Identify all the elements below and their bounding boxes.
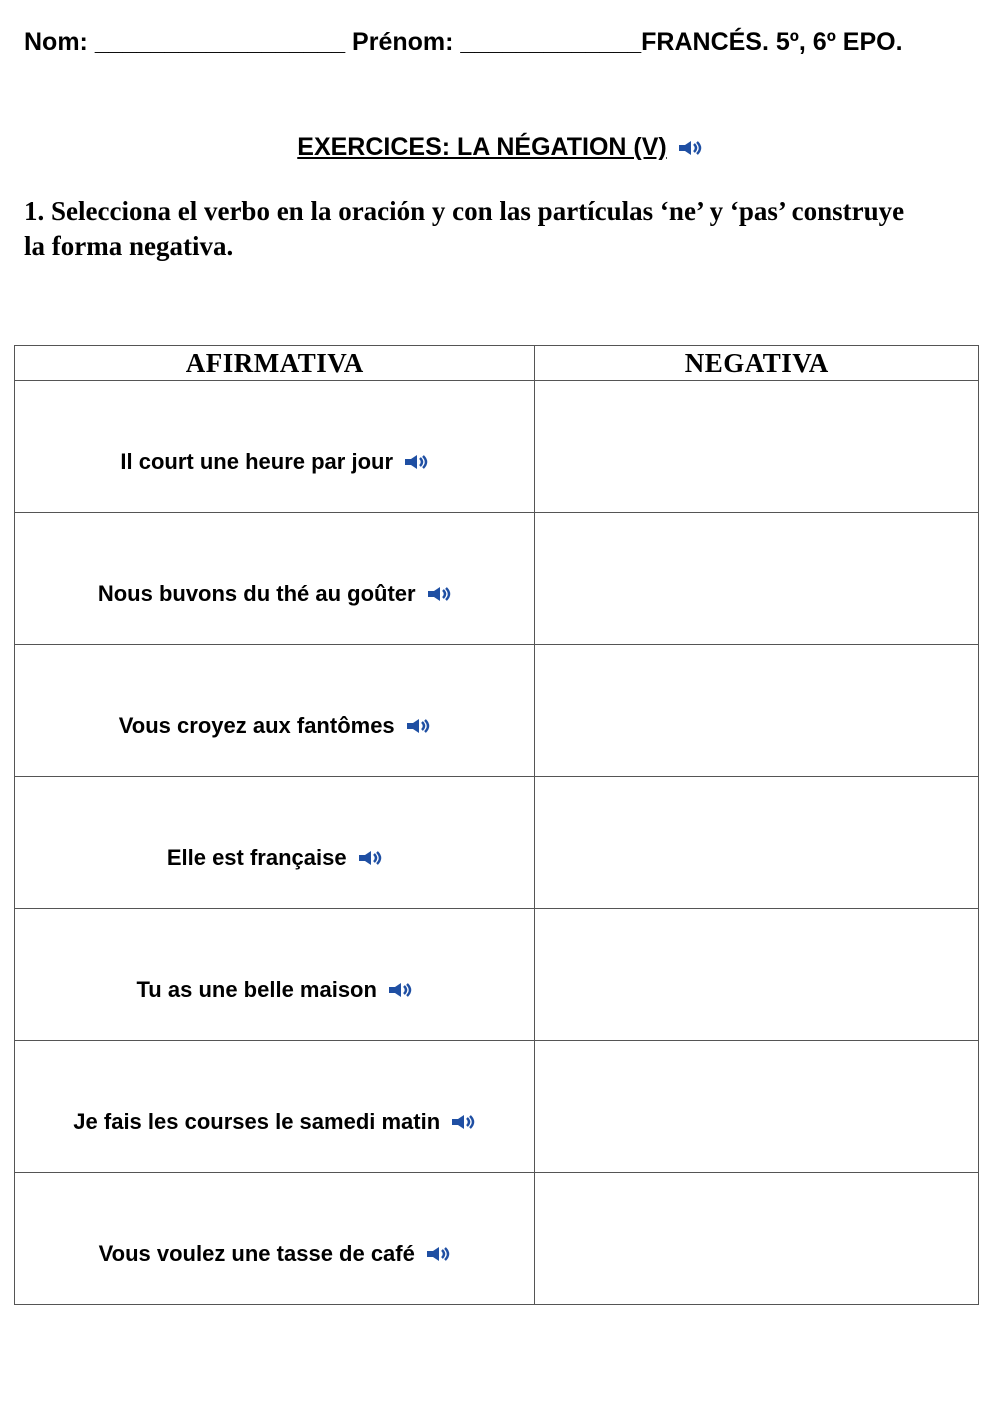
negative-answer-cell[interactable] (535, 513, 979, 645)
speaker-icon[interactable] (450, 1110, 476, 1136)
speaker-icon[interactable] (426, 582, 452, 608)
speaker-icon[interactable] (405, 714, 431, 740)
column-header-negative: NEGATIVA (535, 346, 979, 381)
speaker-icon[interactable] (403, 450, 429, 476)
affirmative-cell (15, 909, 535, 1041)
negative-answer-cell[interactable] (535, 381, 979, 513)
table-row (15, 909, 979, 1041)
table-row (15, 1173, 979, 1305)
instruction-text: 1. Selecciona el verbo en la oración y con las partículas ‘ne’ y ‘pas’ construye la forma negativa. (24, 196, 905, 261)
column-header-affirmative: AFIRMATIVA (15, 346, 535, 381)
negative-answer-cell[interactable] (535, 1173, 979, 1305)
speaker-icon[interactable] (357, 846, 383, 872)
exercise-title (0, 133, 1000, 162)
affirmative-cell (15, 381, 535, 513)
negative-answer-cell[interactable] (535, 645, 979, 777)
table-row (15, 513, 979, 645)
header-line: Nom: __________________ Prénom: _____________FRANCÉS. 5º, 6º EPO. (24, 28, 903, 56)
affirmative-sentence: Vous croyez aux fantômes (118, 713, 395, 738)
affirmative-sentence: Je fais les courses le samedi matin (73, 1109, 441, 1134)
speaker-icon[interactable] (387, 978, 413, 1004)
speaker-icon[interactable] (677, 140, 703, 161)
affirmative-sentence: Tu as une belle maison (136, 977, 377, 1002)
negative-answer-cell[interactable] (535, 777, 979, 909)
affirmative-sentence: Il court une heure par jour (120, 449, 394, 474)
table-row (15, 777, 979, 909)
affirmative-cell (15, 513, 535, 645)
affirmative-sentence: Elle est française (166, 845, 347, 870)
speaker-icon[interactable] (425, 1242, 451, 1268)
table-row (15, 381, 979, 513)
exercise-table (14, 345, 979, 1305)
negative-answer-cell[interactable] (535, 1041, 979, 1173)
title-text: EXERCICES: LA NÉGATION (V) (297, 133, 667, 161)
table-row (15, 645, 979, 777)
affirmative-cell (15, 1173, 535, 1305)
table-header-row (15, 346, 979, 381)
affirmative-cell (15, 645, 535, 777)
affirmative-cell (15, 1041, 535, 1173)
affirmative-cell (15, 777, 535, 909)
affirmative-sentence: Nous buvons du thé au goûter (97, 581, 416, 606)
affirmative-sentence: Vous voulez une tasse de café (98, 1241, 415, 1266)
negative-answer-cell[interactable] (535, 909, 979, 1041)
table-row (15, 1041, 979, 1173)
